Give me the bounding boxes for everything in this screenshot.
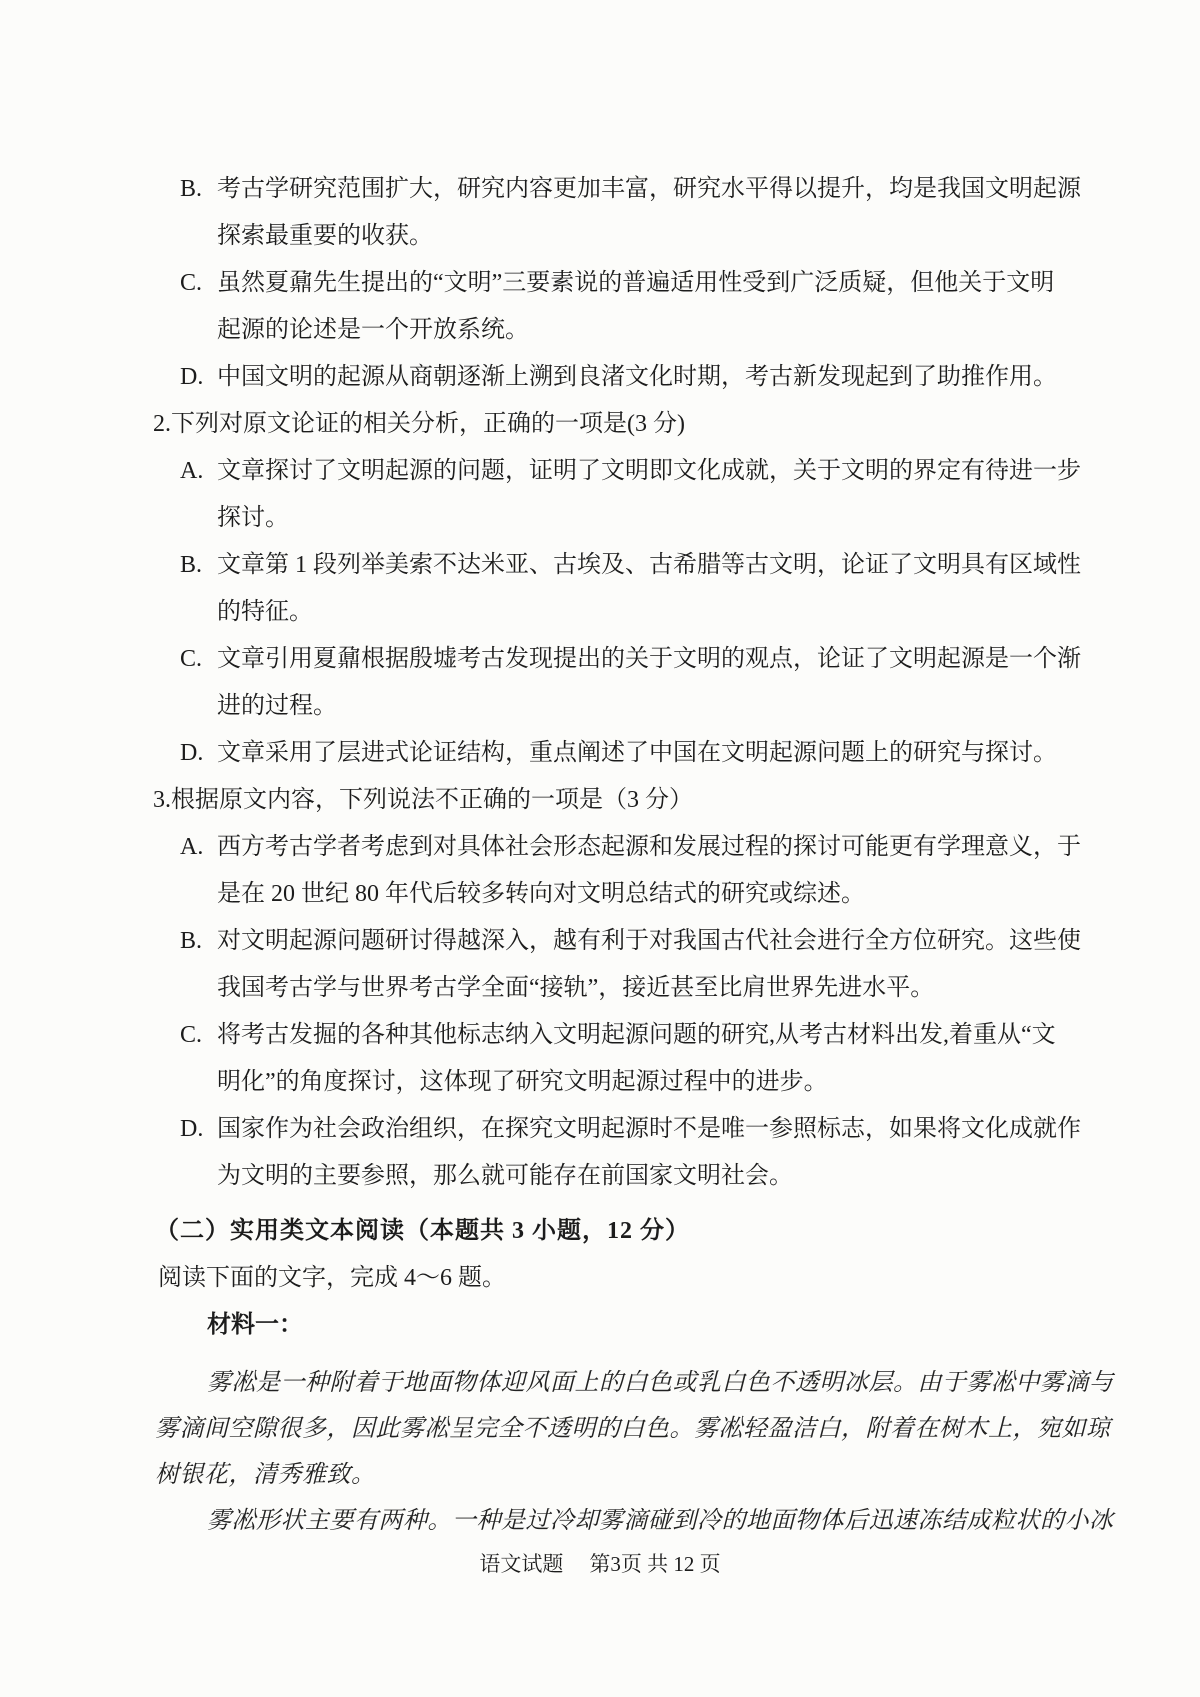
paragraph-line: 树银花，清秀雅致。 [155, 1462, 376, 1488]
option-text: 文章第 1 段列举美索不达米亚、古埃及、古希腊等古文明，论证了文明具有区域性 [217, 552, 1081, 578]
option-label: A. [180, 834, 204, 860]
q2-stem [153, 401, 1070, 448]
option-label: D. [180, 740, 204, 766]
question-number: 2. [153, 411, 171, 437]
paragraph-line: 雾凇是一种附着于地面物体迎风面上的白色或乳白色不透明冰层。由于雾凇中雾滴与 [207, 1370, 1114, 1396]
option-label: C. [180, 1022, 203, 1048]
q3-option-d [180, 1106, 1081, 1200]
material-paragraph-2 [155, 1498, 1114, 1544]
option-line: 是在 20 世纪 80 年代后较多转向对文明总结式的研究或综述。 [217, 881, 865, 907]
option-line [180, 542, 1081, 589]
option-line: 我国考古学与世界考古学全面“接轨”，接近甚至比肩世界先进水平。 [217, 975, 935, 1001]
question-stem-text: 根据原文内容，下列说法不正确的一项是（3 分） [171, 787, 693, 813]
option-line: 探索最重要的收获。 [217, 223, 433, 249]
option-text: 文章引用夏鼐根据殷墟考古发现提出的关于文明的观点，论证了文明起源是一个渐 [217, 646, 1081, 672]
option-line [180, 354, 1070, 401]
page-content [153, 166, 1114, 1544]
footer-page-info: 第3页 共 12 页 [589, 1552, 721, 1576]
option-line [180, 824, 1081, 871]
q1-option-c [180, 260, 1070, 354]
q3-option-c [180, 1012, 1070, 1106]
option-label: D. [180, 1116, 204, 1142]
q3-option-a [180, 824, 1081, 918]
option-label: D. [180, 364, 204, 390]
option-label: B. [180, 928, 203, 954]
q3-option-b [180, 918, 1081, 1012]
q2-option-a [180, 448, 1081, 542]
option-text: 文章探讨了文明起源的问题，证明了文明即文化成就，关于文明的界定有待进一步 [217, 458, 1081, 484]
option-line [180, 918, 1081, 965]
option-text: 文章采用了层进式论证结构，重点阐述了中国在文明起源问题上的研究与探讨。 [217, 740, 1057, 766]
option-line [180, 260, 1070, 307]
option-line [180, 730, 1070, 777]
option-text: 西方考古学者考虑到对具体社会形态起源和发展过程的探讨可能更有学理意义，于 [217, 834, 1081, 860]
q1-option-b [180, 166, 1081, 260]
paragraph-line: 雾凇形状主要有两种。一种是过冷却雾滴碰到冷的地面物体后迅速冻结成粒状的小冰 [207, 1508, 1114, 1534]
option-label: B. [180, 176, 203, 202]
option-text: 国家作为社会政治组织，在探究文明起源时不是唯一参照标志，如果将文化成就作 [217, 1116, 1081, 1142]
option-line: 进的过程。 [217, 693, 337, 719]
option-line [180, 166, 1081, 213]
section-heading: （二）实用类文本阅读（本题共 3 小题，12 分） [155, 1218, 690, 1244]
reading-instruction: 阅读下面的文字，完成 4～6 题。 [158, 1265, 506, 1291]
option-label: C. [180, 646, 203, 672]
question-number: 3. [153, 787, 171, 813]
option-line: 为文明的主要参照，那么就可能存在前国家文明社会。 [217, 1163, 793, 1189]
q1-option-d [180, 354, 1070, 401]
option-line: 探讨。 [217, 505, 289, 531]
option-label: C. [180, 270, 203, 296]
option-text: 考古学研究范围扩大，研究内容更加丰富，研究水平得以提升，均是我国文明起源 [217, 176, 1081, 202]
option-line [180, 1106, 1081, 1153]
option-line: 明化”的角度探讨，这体现了研究文明起源过程中的进步。 [217, 1069, 828, 1095]
option-text: 将考古发掘的各种其他标志纳入文明起源问题的研究,从考古材料出发,着重从“文 [217, 1022, 1056, 1048]
option-line [180, 448, 1081, 495]
option-line: 的特征。 [217, 599, 313, 625]
option-label: B. [180, 552, 203, 578]
material-paragraph-1 [155, 1360, 1114, 1498]
question-stem-text: 下列对原文论证的相关分析，正确的一项是(3 分) [171, 411, 685, 437]
q3-stem [153, 777, 1070, 824]
option-text: 虽然夏鼐先生提出的“文明”三要素说的普遍适用性受到广泛质疑，但他关于文明 [217, 270, 1055, 296]
q2-option-b [180, 542, 1081, 636]
option-text: 对文明起源问题研讨得越深入，越有利于对我国古代社会进行全方位研究。这些使 [217, 928, 1081, 954]
option-line: 起源的论述是一个开放系统。 [217, 317, 529, 343]
option-line [180, 636, 1081, 683]
q2-option-c [180, 636, 1081, 730]
option-line [180, 1012, 1070, 1059]
q2-option-d [180, 730, 1070, 777]
option-label: A. [180, 458, 204, 484]
material-label: 材料一： [207, 1312, 303, 1338]
footer-exam-title: 语文试题 [479, 1552, 564, 1576]
page-footer [0, 1548, 1200, 1578]
paragraph-line: 雾滴间空隙很多，因此雾凇呈完全不透明的白色。雾凇轻盈洁白，附着在树木上，宛如琼 [155, 1416, 1111, 1442]
option-text: 中国文明的起源从商朝逐渐上溯到良渚文化时期，考古新发现起到了助推作用。 [217, 364, 1057, 390]
